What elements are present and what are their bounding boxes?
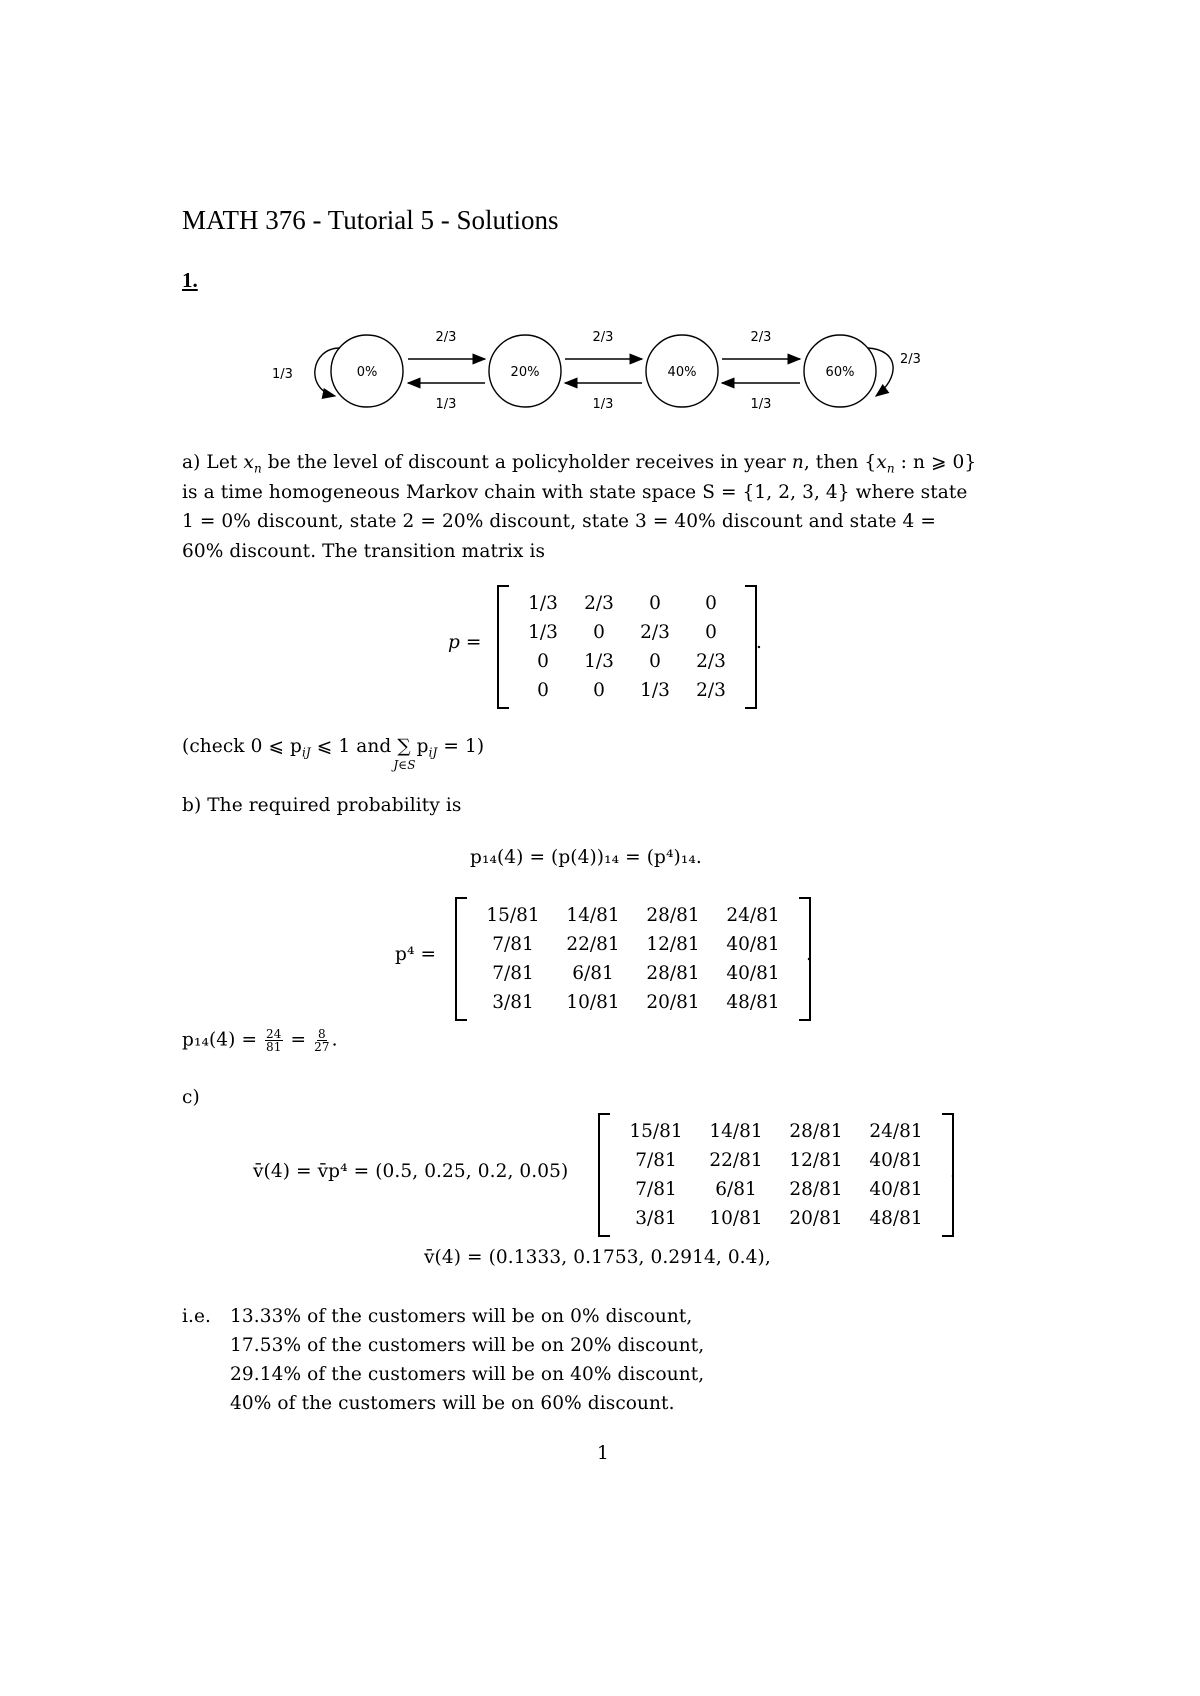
matrix-cell: 20/81 (646, 992, 700, 1013)
page-number: 1 (597, 1443, 609, 1464)
matrix-cell: 14/81 (709, 1121, 763, 1142)
state-label-60: 60% (825, 365, 855, 380)
self-loop-right-prob: 2/3 (900, 352, 921, 367)
state-label-20: 20% (510, 365, 540, 380)
matrix-cell: 12/81 (646, 934, 700, 955)
state-label-40: 40% (667, 365, 697, 380)
matrix-cell: 40/81 (726, 963, 780, 984)
matrix-cell: 22/81 (709, 1150, 763, 1171)
matrix-cell: 7/81 (635, 1150, 677, 1171)
matrix-cell: 6/81 (715, 1179, 757, 1200)
matrix-cell: 12/81 (789, 1150, 843, 1171)
matrix-cell: 0 (705, 593, 717, 614)
transition-matrix (497, 585, 757, 709)
matrix-cell: 2/3 (640, 622, 670, 643)
matrix-cell: 0 (705, 622, 717, 643)
matrix-cell: 3/81 (492, 992, 534, 1013)
matrix-cell: 40/81 (869, 1179, 923, 1200)
check-condition: (check 0 ⩽ $p_{iJ}$ ⩽ 1 and ∑ J∈S $p_{iJ} = 1$) (182, 736, 485, 772)
matrix-cell: 10/81 (566, 992, 620, 1013)
part-c-label: c) (182, 1087, 200, 1108)
matrix-cell: 24/81 (869, 1121, 923, 1142)
matrix-cell: 0 (649, 593, 661, 614)
part-a-line-4: 60% discount. The transition matrix is (182, 541, 546, 562)
matrix-cell: 28/81 (789, 1179, 843, 1200)
part-b-equation: p₁₄(4) = (p(4))₁₄ = (p⁴)₁₄. (470, 847, 702, 868)
part-c-lhs: v̄(4) = v̄p⁴ = (0.5, 0.25, 0.2, 0.05) (253, 1161, 569, 1182)
matrix-cell: 15/81 (629, 1121, 683, 1142)
matrix-cell: 20/81 (789, 1208, 843, 1229)
matrix-cell: 7/81 (492, 934, 534, 955)
part-a-line-1: a) Let $x_n$ be the level of discount a policyholder receives in year n, then {$x_n$ : n ⩾ 0} (182, 452, 977, 476)
conclusion-line-2: 17.53% of the customers will be on 20% discount, (230, 1335, 705, 1356)
matrix-p4 (455, 897, 811, 1021)
part-c-period: . (950, 1161, 956, 1182)
part-c-result: v̄(4) = (0.1333, 0.1753, 0.2914, 0.4), (424, 1247, 771, 1268)
part-a-line-2: is a time homogeneous Markov chain with state space S = {1, 2, 3, 4} where state (182, 482, 968, 503)
forward-prob-1: 2/3 (435, 330, 457, 345)
matrix-cell: 48/81 (726, 992, 780, 1013)
matrix-cell: 7/81 (635, 1179, 677, 1200)
matrix-cell: 28/81 (646, 905, 700, 926)
matrix-cell: 24/81 (726, 905, 780, 926)
markov-chain-diagram (260, 318, 940, 418)
conclusion-line-4: 40% of the customers will be on 60% discount. (230, 1393, 675, 1414)
matrix-cell: 7/81 (492, 963, 534, 984)
matrix-cell: 48/81 (869, 1208, 923, 1229)
p14-result: p₁₄(4) = $\frac{24}{81}$ = $\frac{8}{27}$ . (182, 1027, 338, 1054)
part-b-intro: b) The required probability is (182, 795, 462, 816)
matrix-cell: 0 (537, 651, 549, 672)
matrix-cell: 1/3 (640, 680, 670, 701)
conclusion-line-1: 13.33% of the customers will be on 0% discount, (230, 1306, 693, 1327)
matrix-cell: 28/81 (646, 963, 700, 984)
ie-label: i.e. (182, 1306, 212, 1327)
section-number: 1. (182, 268, 198, 292)
matrix-cell: 1/3 (528, 593, 558, 614)
matrix-p4-c (598, 1113, 954, 1237)
matrix-cell: 15/81 (486, 905, 540, 926)
self-loop-left-prob: 1/3 (272, 367, 293, 382)
matrix-cell: 22/81 (566, 934, 620, 955)
conclusion-line-3: 29.14% of the customers will be on 40% discount, (230, 1364, 705, 1385)
matrix-cell: 40/81 (869, 1150, 923, 1171)
matrix-cell: 0 (649, 651, 661, 672)
backward-prob-2: 1/3 (592, 397, 614, 412)
matrix-cell: 0 (593, 680, 605, 701)
part-a-line-3: 1 = 0% discount, state 2 = 20% discount, state 3 = 40% discount and state 4 = (182, 511, 936, 532)
backward-prob-1: 1/3 (435, 397, 457, 412)
forward-prob-2: 2/3 (592, 330, 614, 345)
matrix-cell: 3/81 (635, 1208, 677, 1229)
matrix-cell: 10/81 (709, 1208, 763, 1229)
matrix-cell: 2/3 (696, 680, 726, 701)
page-title: MATH 376 - Tutorial 5 - Solutions (182, 205, 559, 235)
matrix-p4-lhs: p⁴ = (395, 944, 437, 965)
matrix-cell: 28/81 (789, 1121, 843, 1142)
matrix-cell: 0 (593, 622, 605, 643)
matrix-cell: 0 (537, 680, 549, 701)
matrix-p-lhs: p = (448, 632, 482, 653)
matrix-cell: 2/3 (584, 593, 614, 614)
matrix-cell: 1/3 (528, 622, 558, 643)
matrix-p4-period: . (806, 944, 812, 965)
backward-prob-3: 1/3 (750, 397, 772, 412)
state-label-0: 0% (356, 365, 378, 380)
matrix-cell: 2/3 (696, 651, 726, 672)
matrix-cell: 1/3 (584, 651, 614, 672)
matrix-cell: 40/81 (726, 934, 780, 955)
forward-prob-3: 2/3 (750, 330, 772, 345)
matrix-p-period: . (756, 632, 762, 653)
matrix-cell: 14/81 (566, 905, 620, 926)
matrix-cell: 6/81 (572, 963, 614, 984)
